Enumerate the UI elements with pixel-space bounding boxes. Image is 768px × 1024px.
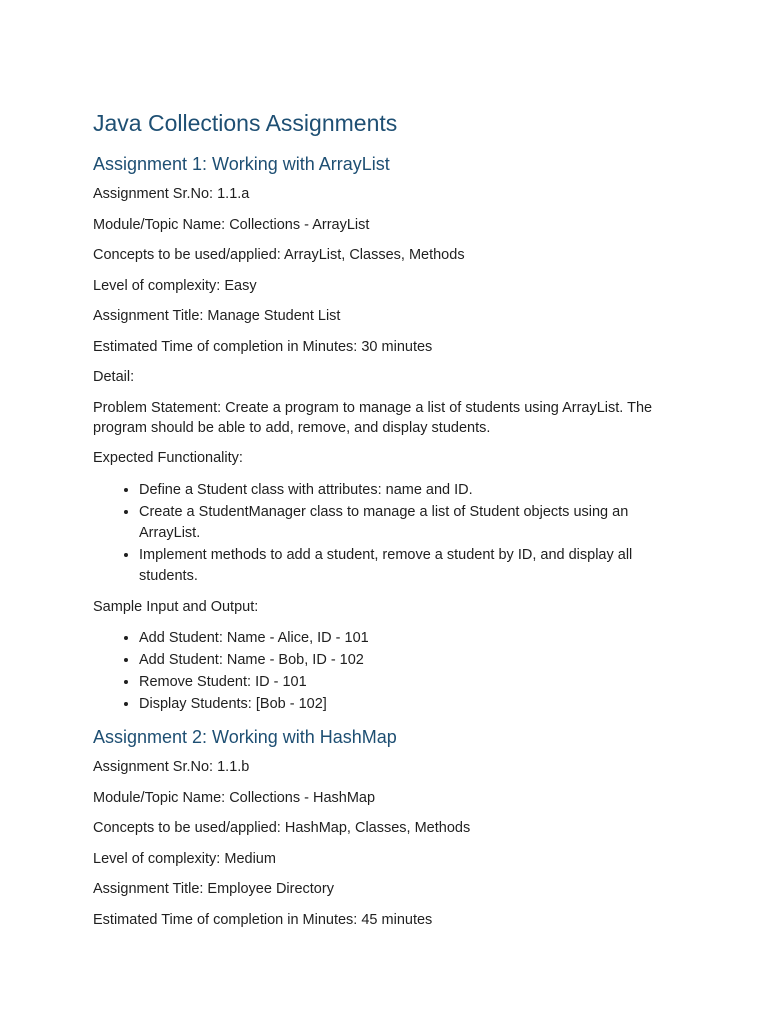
- assignment-1-expected-label: Expected Functionality:: [93, 450, 243, 466]
- assignment-2-module: Module/Topic Name: Collections - HashMap: [93, 789, 376, 806]
- assignment-2-time: Estimated Time of completion in Minutes: 45 minutes: [93, 911, 433, 928]
- assignment-2-sr-no: Assignment Sr.No: 1.1.b: [93, 759, 250, 775]
- list-item: • Display Students: [Bob - 102]: [139, 693, 683, 715]
- list-item: • Add Student: Name - Bob, ID - 102: [139, 649, 683, 671]
- assignment-2-concepts: Concepts to be used/applied: HashMap, Classes, Methods: [93, 820, 471, 836]
- list-item: • Define a Student class with attributes: name and ID.: [139, 479, 683, 501]
- assignment-1-sr-no: Assignment Sr.No: 1.1.a: [93, 186, 250, 202]
- assignment-1-module: Module/Topic Name: Collections - ArrayList: [93, 216, 370, 233]
- document-title: Java Collections Assignments: [93, 110, 398, 136]
- list-item: • Create a StudentManager class to manage a list of Student objects using an ArrayList.: [139, 501, 683, 544]
- document-page: [93, 108, 683, 940]
- assignment-1-sample-list: [93, 627, 683, 715]
- list-item: • Implement methods to add a student, remove a student by ID, and display all students.: [139, 544, 683, 587]
- assignment-2-complexity: Level of complexity: Medium: [93, 850, 276, 867]
- assignment-1-heading: Assignment 1: Working with ArrayList: [93, 154, 390, 174]
- assignment-1-title: Assignment Title: Manage Student List: [93, 308, 341, 324]
- assignment-1-sample-label: Sample Input and Output:: [93, 598, 259, 615]
- assignment-1-concepts: Concepts to be used/applied: ArrayList, Classes, Methods: [93, 247, 465, 263]
- list-item: • Add Student: Name - Alice, ID - 101: [139, 627, 683, 649]
- assignment-1-detail-label: Detail:: [93, 369, 135, 385]
- assignment-1-problem-statement: Problem Statement: Create a program to manage a list of students using ArrayList. The program should be able to add, remove, and display students.: [93, 399, 653, 436]
- assignment-2-title: Assignment Title: Employee Directory: [93, 881, 334, 897]
- assignment-1-time: Estimated Time of completion in Minutes: 30 minutes: [93, 338, 433, 355]
- assignment-1-expected-list: [93, 479, 683, 587]
- list-item: • Remove Student: ID - 101: [139, 671, 683, 693]
- assignment-2-heading: Assignment 2: Working with HashMap: [93, 727, 397, 747]
- assignment-1-complexity: Level of complexity: Easy: [93, 277, 257, 294]
